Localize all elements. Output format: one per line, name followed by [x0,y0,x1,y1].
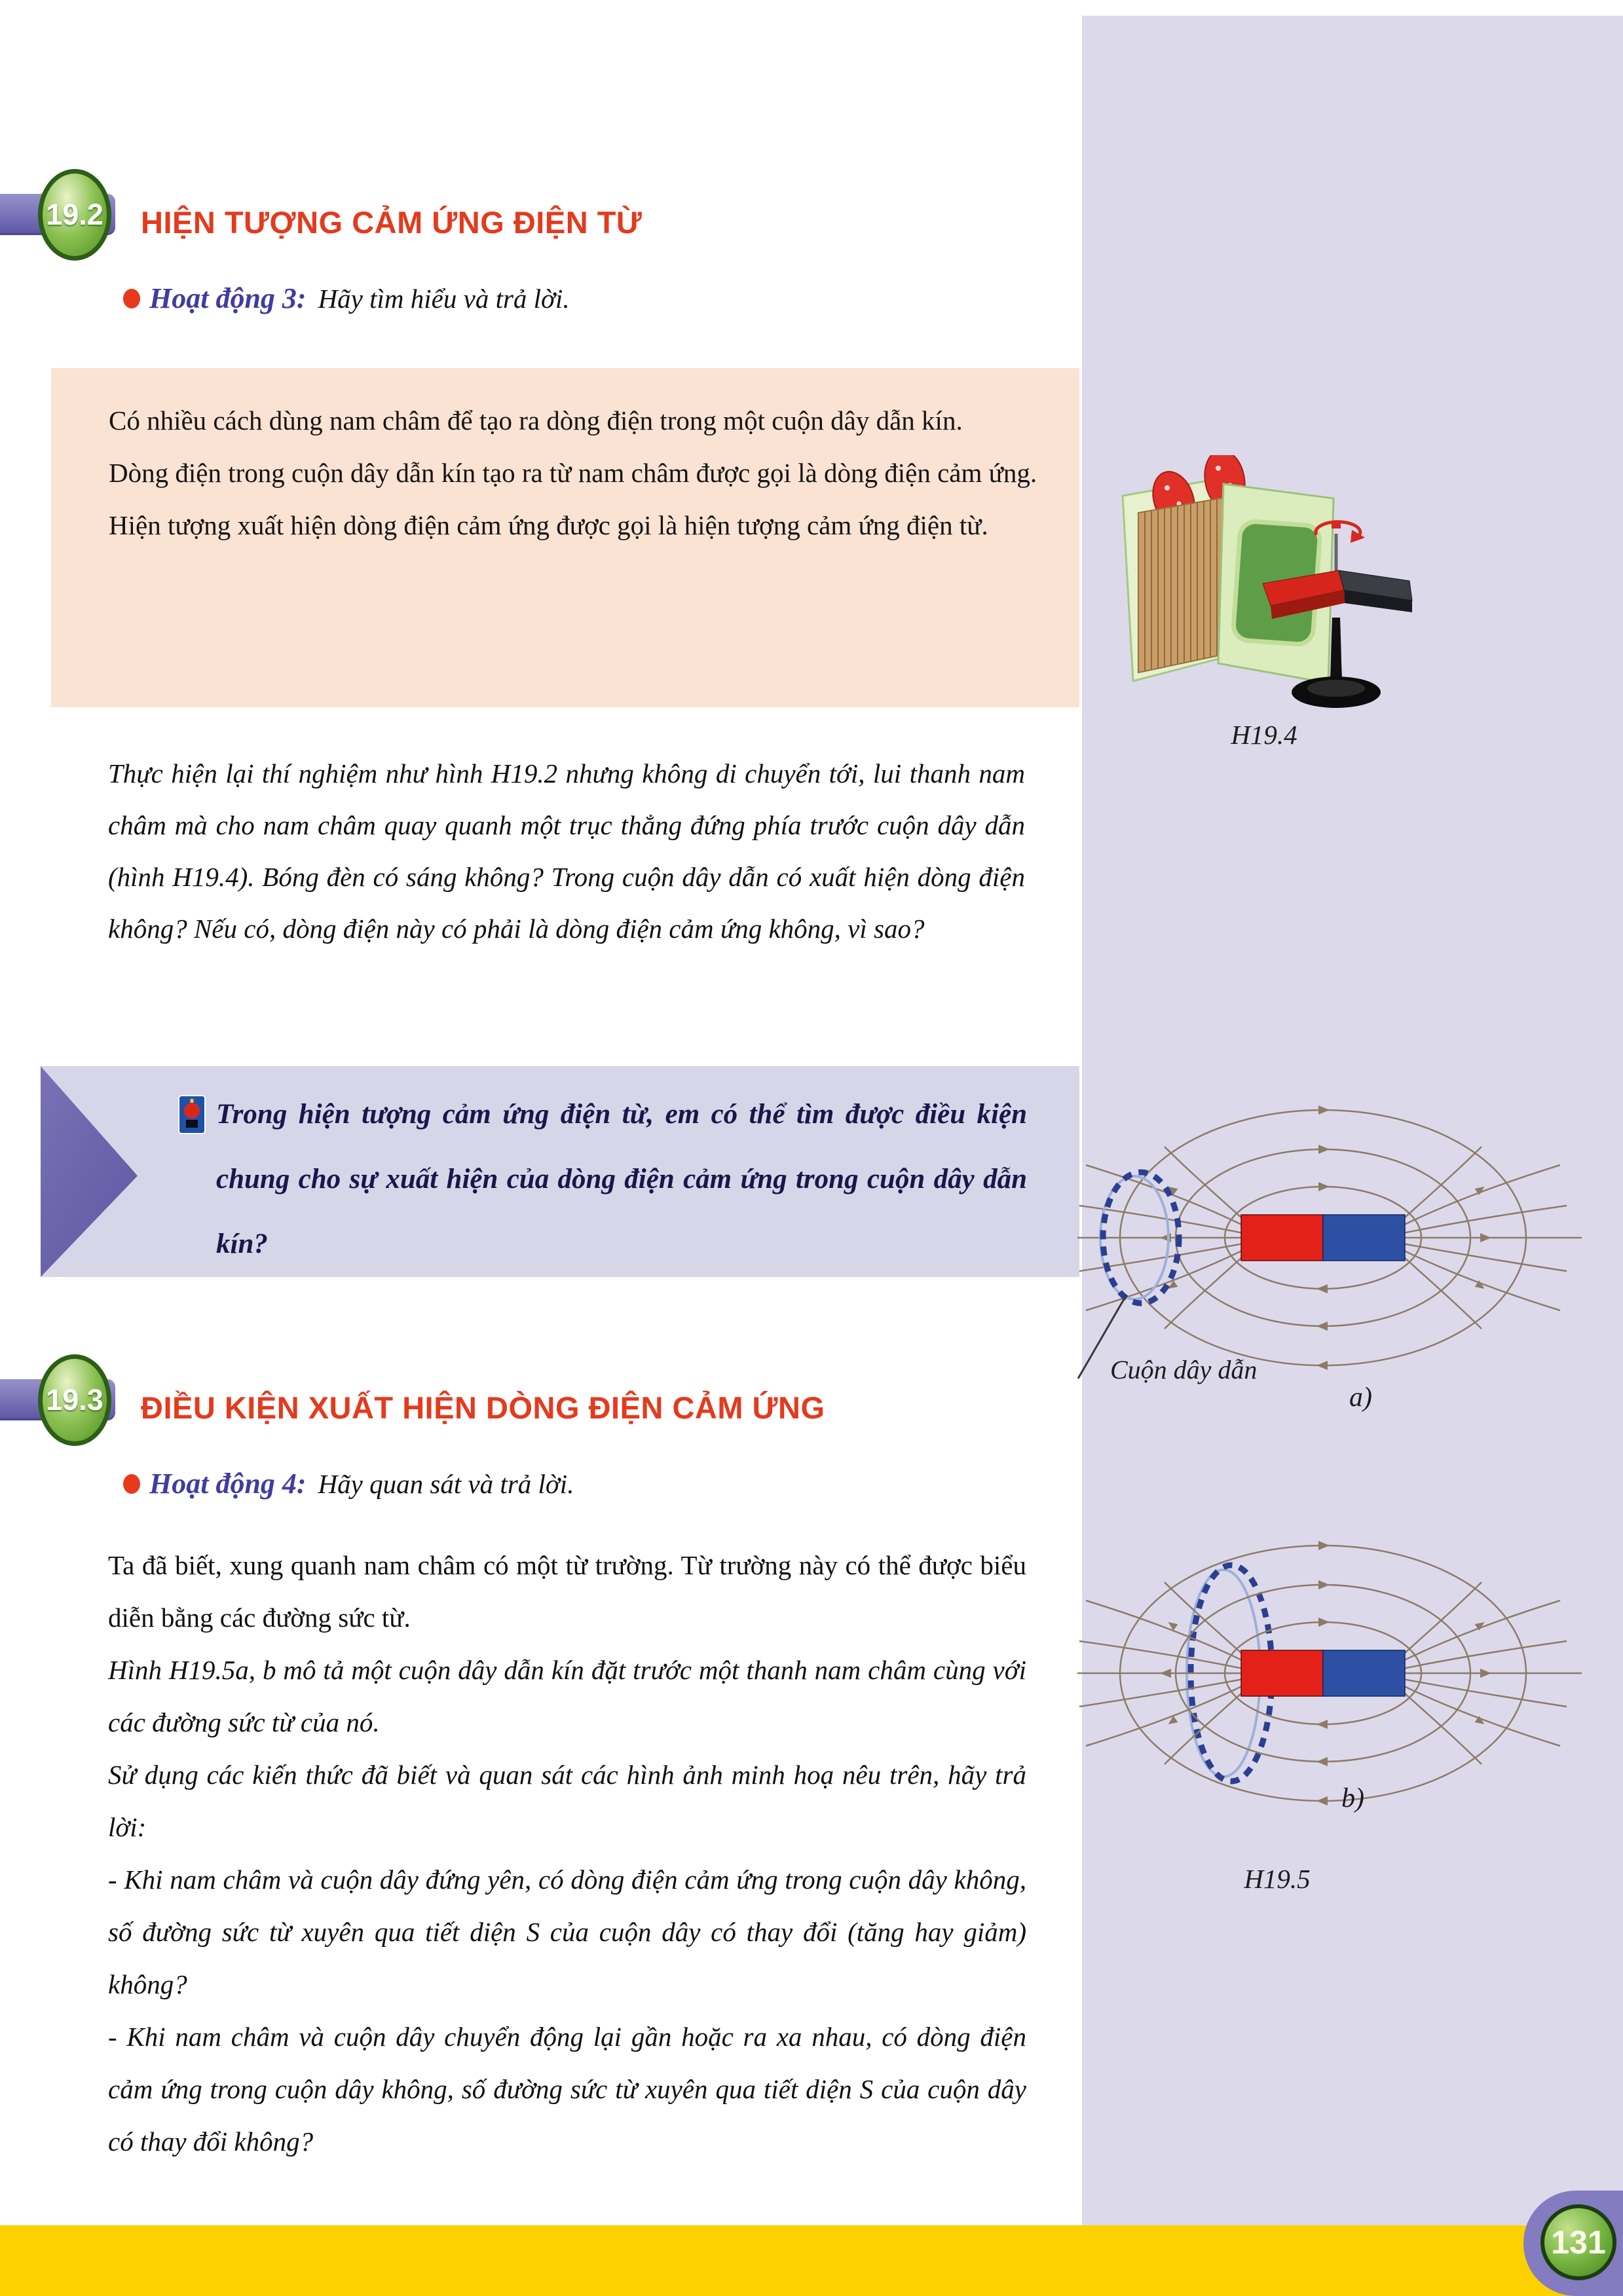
section-19-3-body [108,1539,1026,2168]
figure-h19-4 [1113,455,1415,717]
experiment-illustration [1113,455,1415,717]
activity-label: Hoạt động 4: [149,1468,307,1500]
summary-paragraph: Có nhiều cách dùng nam châm để tạo ra dòng điện trong một cuộn dây dẫn kín. [109,405,963,435]
body-paragraph: Hình H19.5a, b mô tả một cuộn dây dẫn kín đặt trước một thanh nam châm cùng với các đường sức từ của nó. [108,1655,1026,1737]
figure-h19-5a [1068,1084,1592,1392]
subfigure-label-a: a) [1349,1382,1372,1413]
field-lines-diagram [1068,1519,1592,1827]
pencil-student-icon [178,1095,206,1134]
section-badge-19-2 [38,169,111,261]
subfigure-label-b: b) [1341,1783,1364,1813]
section-number: 19.3 [46,1383,103,1416]
activity-text: Hãy quan sát và trả lời. [318,1468,574,1499]
bullet-icon [123,1474,140,1494]
bullet-icon [123,289,140,308]
field-lines-diagram [1068,1084,1592,1392]
bar-magnet [1241,1215,1405,1261]
coil-label: Cuộn dây dẫn [1110,1355,1258,1384]
section-number: 19.2 [46,198,103,231]
body-paragraph: Ta đã biết, xung quanh nam châm có một từ trường. Từ trường này có thể được biểu diễn bằng các đường sức từ. [108,1550,1026,1633]
experiment-paragraph: Thực hiện lại thí nghiệm như hình H19.2 nhưng không di chuyển tới, lui thanh nam châm mà cho nam châm quay quanh một trục thẳng đứng phía trước cuộn dây dẫn (hình H19.4). Bóng đèn có sáng không? Trong cuộn dây dẫn có xuất hiện dòng điện không? Nếu có, dòng điện này có phải là dòng điện cảm ứng không, vì sao? [108,758,1025,944]
body-paragraph: - Khi nam châm và cuộn dây đứng yên, có dòng điện cảm ứng trong cuộn dây không, số đường sức từ xuyên qua tiết diện S của cuộn dây có thay đổi (tăng hay giảm) không? [108,1864,1026,1999]
summary-box [51,368,1079,707]
figure-caption: H19.4 [1231,720,1297,750]
bar-magnet [1241,1650,1405,1696]
footer-bar [0,2225,1623,2296]
body-paragraph: Sử dụng các kiến thức đã biết và quan sát các hình ảnh minh hoạ nêu trên, hãy trả lời: [108,1760,1026,1842]
body-paragraph: - Khi nam châm và cuộn dây chuyển động lại gần hoặc ra xa nhau, có dòng điện cảm ứng trong cuộn dây không, số đường sức từ xuyên qua tiết diện S của cuộn dây có thay đổi không? [108,2022,1026,2157]
summary-paragraph: Hiện tượng xuất hiện dòng điện cảm ứng được gọi là hiện tượng cảm ứng điện từ. [109,510,988,540]
activity-4-line [123,1467,574,1500]
figure-caption: H19.5 [1244,1864,1311,1894]
section-title-19-2: HIỆN TƯỢNG CẢM ỨNG ĐIỆN TỪ [141,205,643,240]
question-text: Trong hiện tượng cảm ứng điện từ, em có thể tìm được điều kiện chung cho sự xuất hiện của dòng điện cảm ứng trong cuộn dây dẫn kín? [216,1099,1027,1259]
activity-label: Hoạt động 3: [149,282,307,314]
section-title-19-3: ĐIỀU KIỆN XUẤT HIỆN DÒNG ĐIỆN CẢM ỨNG [141,1390,825,1425]
section-badge-19-3 [38,1354,111,1446]
page-number-badge [1540,2204,1616,2280]
figure-h19-5b [1068,1519,1592,1827]
page-number: 131 [1551,2224,1606,2261]
summary-paragraph: Dòng điện trong cuộn dây dẫn kín tạo ra từ nam châm được gọi là dòng điện cảm ứng. [109,458,1037,488]
activity-3-line [123,282,570,315]
activity-text: Hãy tìm hiểu và trả lời. [318,283,570,314]
